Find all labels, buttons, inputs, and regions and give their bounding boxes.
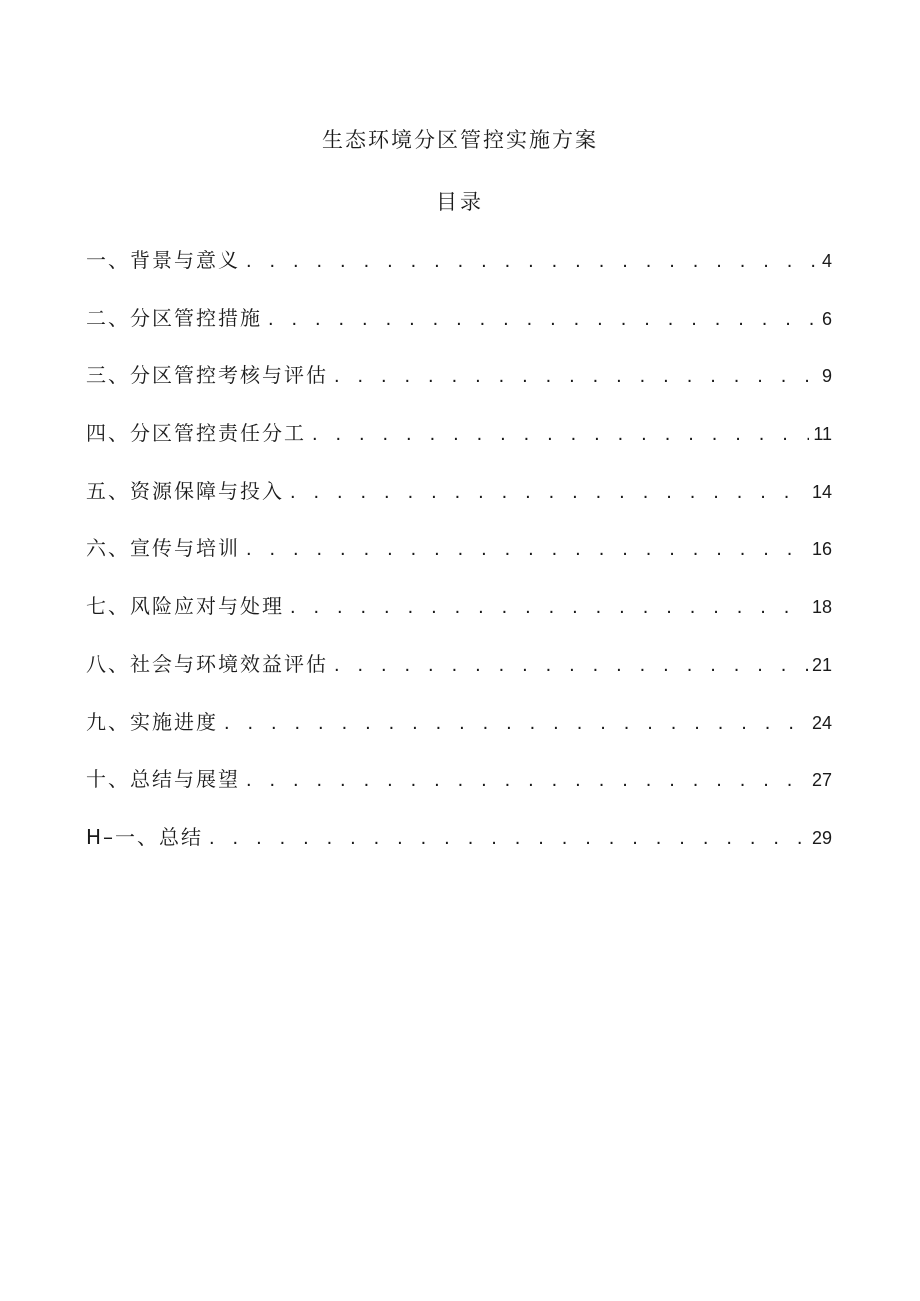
toc-page-number: 16 bbox=[811, 539, 832, 560]
toc-entry-label: 十、总结与展望 bbox=[86, 767, 240, 792]
toc-page-number: 11 bbox=[813, 424, 832, 445]
toc-entry[interactable] bbox=[86, 592, 832, 650]
toc-dot-leader bbox=[246, 766, 808, 794]
toc-dot-leader bbox=[224, 709, 808, 737]
toc-dot-leader bbox=[246, 535, 808, 563]
toc-dot-leader bbox=[209, 824, 808, 852]
toc-entry[interactable] bbox=[86, 246, 832, 304]
toc-entry-label: 二、分区管控措施 bbox=[86, 305, 262, 330]
toc-dot-leader bbox=[334, 651, 808, 679]
toc-page-number: 27 bbox=[811, 770, 832, 791]
toc-entry-label: 八、社会与环境效益评估 bbox=[86, 651, 328, 676]
toc-entry-label: 四、分区管控责任分工 bbox=[86, 421, 306, 446]
toc-entry[interactable] bbox=[86, 304, 832, 362]
toc-dot-leader bbox=[290, 593, 808, 621]
toc-dot-leader bbox=[334, 362, 818, 390]
table-of-contents bbox=[86, 246, 832, 881]
toc-entry[interactable] bbox=[86, 477, 832, 535]
toc-page-number: 9 bbox=[821, 366, 832, 387]
toc-entry[interactable] bbox=[86, 419, 832, 477]
toc-page-number: 24 bbox=[811, 712, 832, 733]
toc-entry-label: 五、资源保障与投入 bbox=[86, 478, 284, 503]
toc-entry-label: 六、宣传与培训 bbox=[86, 536, 240, 561]
toc-page-number: 18 bbox=[811, 597, 832, 618]
toc-entry[interactable] bbox=[86, 534, 832, 592]
toc-entry[interactable] bbox=[86, 708, 832, 766]
toc-page-number: 29 bbox=[811, 827, 832, 848]
toc-entry-label: 三、分区管控考核与评估 bbox=[86, 363, 328, 388]
toc-entry[interactable] bbox=[86, 823, 832, 881]
toc-entry[interactable] bbox=[86, 650, 832, 708]
toc-page-number: 4 bbox=[821, 251, 832, 271]
toc-dot-leader bbox=[312, 420, 809, 448]
toc-page-number: 21 bbox=[811, 654, 832, 675]
toc-dot-leader bbox=[268, 305, 818, 333]
toc-entry-label: 七、风险应对与处理 bbox=[86, 594, 284, 619]
toc-page-number: 6 bbox=[821, 308, 832, 329]
document-title: 生态环境分区管控实施方案 bbox=[322, 128, 598, 152]
toc-entry-label: 一、背景与意义 bbox=[86, 248, 240, 272]
toc-page-number: 14 bbox=[811, 481, 832, 502]
toc-entry[interactable] bbox=[86, 765, 832, 823]
toc-dot-leader bbox=[290, 478, 808, 506]
toc-entry[interactable] bbox=[86, 361, 832, 419]
toc-entry-label: H–一、总结 bbox=[86, 824, 204, 849]
toc-entry-label: 九、实施进度 bbox=[86, 709, 218, 734]
toc-heading: 目录 bbox=[436, 190, 484, 214]
toc-dot-leader bbox=[246, 247, 818, 275]
